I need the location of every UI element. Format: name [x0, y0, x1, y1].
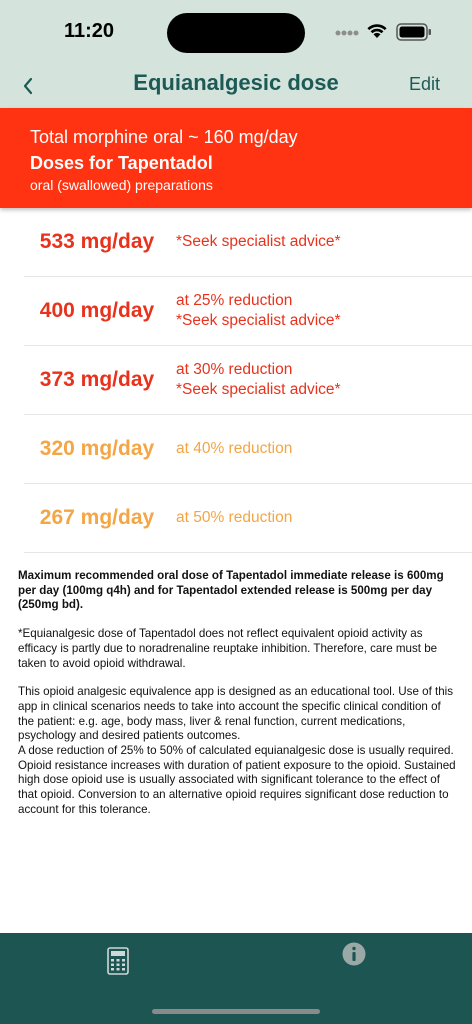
dose-note — [176, 484, 292, 552]
info-icon — [342, 942, 366, 966]
drug-title: Doses for Tapentadol — [30, 153, 213, 173]
dose-note-line: *Seek specialist advice* — [176, 312, 341, 329]
home-indicator — [152, 1009, 320, 1014]
dose-value: 533 mg/day — [39, 230, 155, 253]
battery-icon — [396, 22, 432, 42]
summary-banner — [0, 108, 472, 208]
calculator-icon — [107, 947, 129, 975]
dose-note-line: *Seek specialist advice* — [176, 233, 341, 250]
dose-row[interactable] — [24, 415, 472, 484]
status-time: 11:20 — [64, 20, 115, 42]
tab-info[interactable] — [342, 942, 366, 971]
notes-section — [18, 569, 458, 818]
dose-row[interactable] — [24, 346, 472, 415]
dose-note-line: *Seek specialist advice* — [176, 381, 341, 398]
equianalgesic-note: *Equianalgesic dose of Tapentadol does not reflect equivalent opioid activity as efficacy is partly due to noradrenaline reuptake inhibition. Therefore, care must be taken to avoid opioid withdrawal. — [18, 627, 438, 670]
dose-note — [176, 346, 341, 414]
resistance-note: Opioid resistance increases with duration of patient exposure to the opioid. Sustained high dose opioid use is usually associated with significant tolerance to the effect of that opioid. Conversion to an alternative opioid requires significant dose reduction to account for this tolerance. — [18, 758, 456, 816]
total-morphine-text: Total morphine oral ~ 160 mg/day — [30, 127, 298, 147]
dose-note-line: at 50% reduction — [176, 509, 293, 526]
dose-note-line: at 30% reduction — [176, 361, 293, 378]
dose-value: 400 mg/day — [39, 299, 155, 322]
dose-note-line: at 40% reduction — [176, 440, 293, 457]
dose-note — [176, 277, 341, 345]
reduction-note: A dose reduction of 25% to 50% of calculated equianalgesic dose is usually required. — [18, 744, 454, 758]
page-title: Equianalgesic dose — [133, 70, 339, 95]
dose-note-line: at 25% reduction — [176, 292, 293, 309]
navigation-bar — [0, 64, 472, 108]
status-bar — [0, 0, 472, 64]
dose-note — [176, 208, 341, 276]
dose-list — [0, 208, 472, 553]
dose-value: 320 mg/day — [39, 437, 155, 460]
wifi-icon — [366, 22, 388, 40]
dose-row[interactable] — [24, 484, 472, 553]
dose-value: 373 mg/day — [39, 368, 155, 391]
max-dose-note: Maximum recommended oral dose of Tapentadol immediate release is 600mg per day (100mg q4h) and for Tapentadol extended release is 500mg per day (250mg bd). — [18, 569, 444, 612]
disclaimer-note: This opioid analgesic equivalence app is designed as an educational tool. Use of this app in clinical scenarios needs to take into account the specific clinical condition of the patient: e.g. age, body mass, liver & renal function, current medications, psychology and desired patients outcomes. — [18, 685, 454, 743]
tab-calculator[interactable] — [107, 947, 129, 980]
dose-row[interactable] — [24, 277, 472, 346]
edit-button[interactable]: Edit — [408, 74, 440, 94]
dose-value: 267 mg/day — [39, 506, 155, 529]
dynamic-island — [167, 13, 305, 53]
cellular-signal-icon — [335, 30, 359, 36]
preparation-text: oral (swallowed) preparations — [30, 177, 213, 193]
dose-note — [176, 415, 292, 483]
dose-row[interactable] — [24, 208, 472, 277]
